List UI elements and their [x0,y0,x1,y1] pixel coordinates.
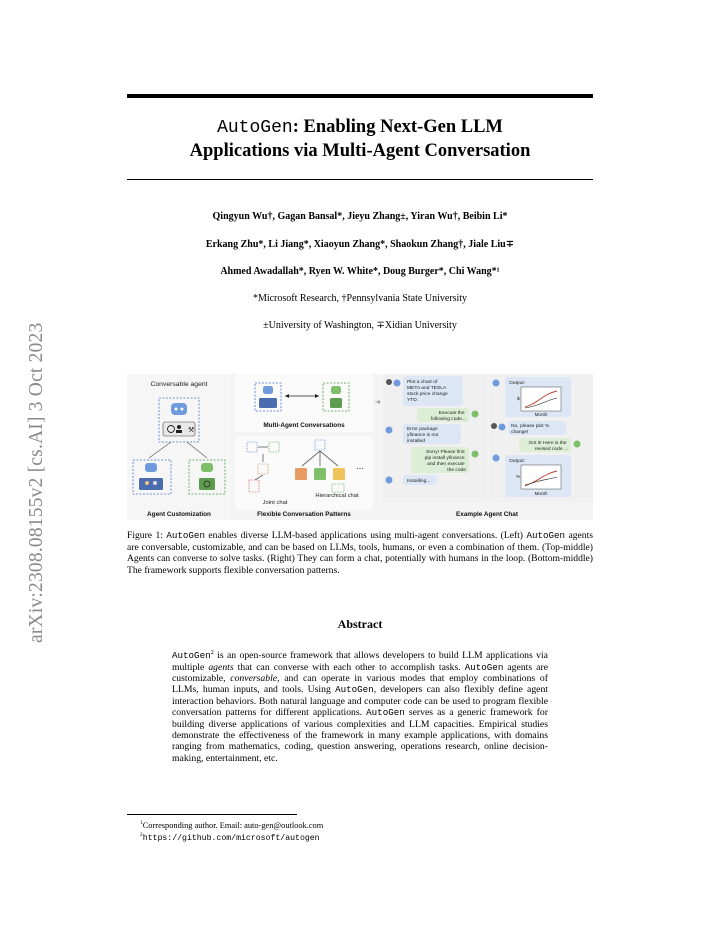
figure-caption: Figure 1: AutoGen enables diverse LLM-based applications using multi-agent conversations. (Left) AutoGen agents are conversable, customizable, and can be based on LLMs, tools, humans, or even a combination of them. (Top-middle) Agents can converse to solve tasks. (Right) They can form a chat, potentially with humans in the loop. (Bottom-middle) The framework supports flexible conversation patterns. [127,530,593,576]
executor-avatar-icon [472,411,479,418]
title-bottom-rule [127,179,593,180]
assistant-avatar-icon [499,424,506,431]
svg-text:%: % [516,475,521,480]
assistant-avatar-icon [493,380,500,387]
executor-avatar-icon [472,451,479,458]
robot-icon [171,403,187,415]
chat2-output-label: Output: [509,381,526,386]
human-icon [177,425,181,429]
author-line-1: Qingyun Wu†, Gagan Bansal*, Jieyu Zhang±, Yiran Wu†, Beibin Li* [212,211,508,222]
tools-icon: ⚒ [188,427,195,434]
chat1-msg2: Execute the following code... [430,411,466,422]
footnote-1: $^1$Corresponding author. Email: auto-gen@outlook.com [140,820,324,830]
chat2-msg-assistant: Got it! Here is the revised code ... [528,441,568,452]
svg-text:Month: Month [534,491,548,496]
assistant-avatar-icon [386,477,393,484]
title-line1: : Enabling Next-Gen LLM [292,117,503,137]
label-example-chat: Example Agent Chat [456,511,518,518]
chat1-msg1: Plot a chart of META and TESLA stock price change YTD. [407,380,448,403]
label-hierarchical-chat: Hierarchical chat [315,493,359,499]
assistant-avatar-icon [493,455,500,462]
chat1-msg3: Error package yfinance is not installed [407,427,439,444]
human-avatar-icon [386,379,392,385]
label-conversable-agent: Conversable agent [150,381,208,388]
arrow-icon: ➜ [375,399,381,406]
figure-1 [127,374,593,520]
github-link[interactable]: https://github.com/microsoft/autogen [142,833,320,843]
author-line-2: Erkang Zhu*, Li Jiang*, Xiaoyun Zhang*, Shaokun Zhang†, Jiale Liu∓ [205,239,515,250]
title-top-rule [127,94,593,98]
paper-title [127,116,593,163]
svg-text:$: $ [517,397,520,402]
ellipsis: ... [356,461,364,471]
label-multi-agent: Multi-Agent Conversations [263,422,345,429]
assistant-avatar-icon [394,380,401,387]
abstract-heading: Abstract [337,617,383,631]
panel-left [127,374,231,520]
label-agent-customization: Agent Customization [147,511,211,518]
arxiv-stamp: arXiv:2308.08155v2 [cs.AI] 3 Oct 2023 [26,322,47,643]
title-mono: AutoGen [217,118,293,138]
affiliation-line-2: ±University of Washington, ∓Xidian University [263,320,457,331]
executor-avatar-icon [574,441,581,448]
chat1-msg4: Sorry! Please first pip install yfinance and then execute the code [424,450,466,473]
chat1-msg5: Installing... [407,479,431,484]
chat2-msg-human: No, please plot % change! [511,424,550,435]
human-avatar-icon [491,423,497,429]
author-line-3: Ahmed Awadallah*, Ryen W. White*, Doug Burger*, Chi Wang*¹ [220,266,500,277]
assistant-avatar-icon [386,427,393,434]
svg-text:Month: Month [534,412,548,417]
footnote-2[interactable]: $^2$https://github.com/microsoft/autogen [140,832,320,843]
chat2-output-label-2: Output: [509,459,526,464]
affiliation-line-1: *Microsoft Research, †Pennsylvania State University [252,293,468,304]
abstract-body: AutoGen$^2$ is an open-source framework that allows developers to build LLM applications via multiple agents that can converse with each other to accomplish tasks. AutoGen agents are customizable, conversable, and can operate in various modes that employ combinations of LLMs, human inputs, and tools. Using AutoGen, developers can also flexibly define agent interaction behaviors. Both natural language and computer code can be used to program flexible conversation patterns for different applications. AutoGen serves as a generic framework for building diverse applications of various complexities and LLM capacities. Empirical studies demonstrate the effectiveness of the framework in many example applications, with domains ranging from mathematics, coding, question answering, operations research, online decision-making, entertainment, etc. [172,649,548,764]
title-line2: Applications via Multi-Agent Conversation [189,141,531,161]
label-joint-chat: Joint chat [262,500,288,506]
footnote-rule [127,814,297,815]
label-flexible-patterns: Flexible Conversation Patterns [257,511,351,518]
